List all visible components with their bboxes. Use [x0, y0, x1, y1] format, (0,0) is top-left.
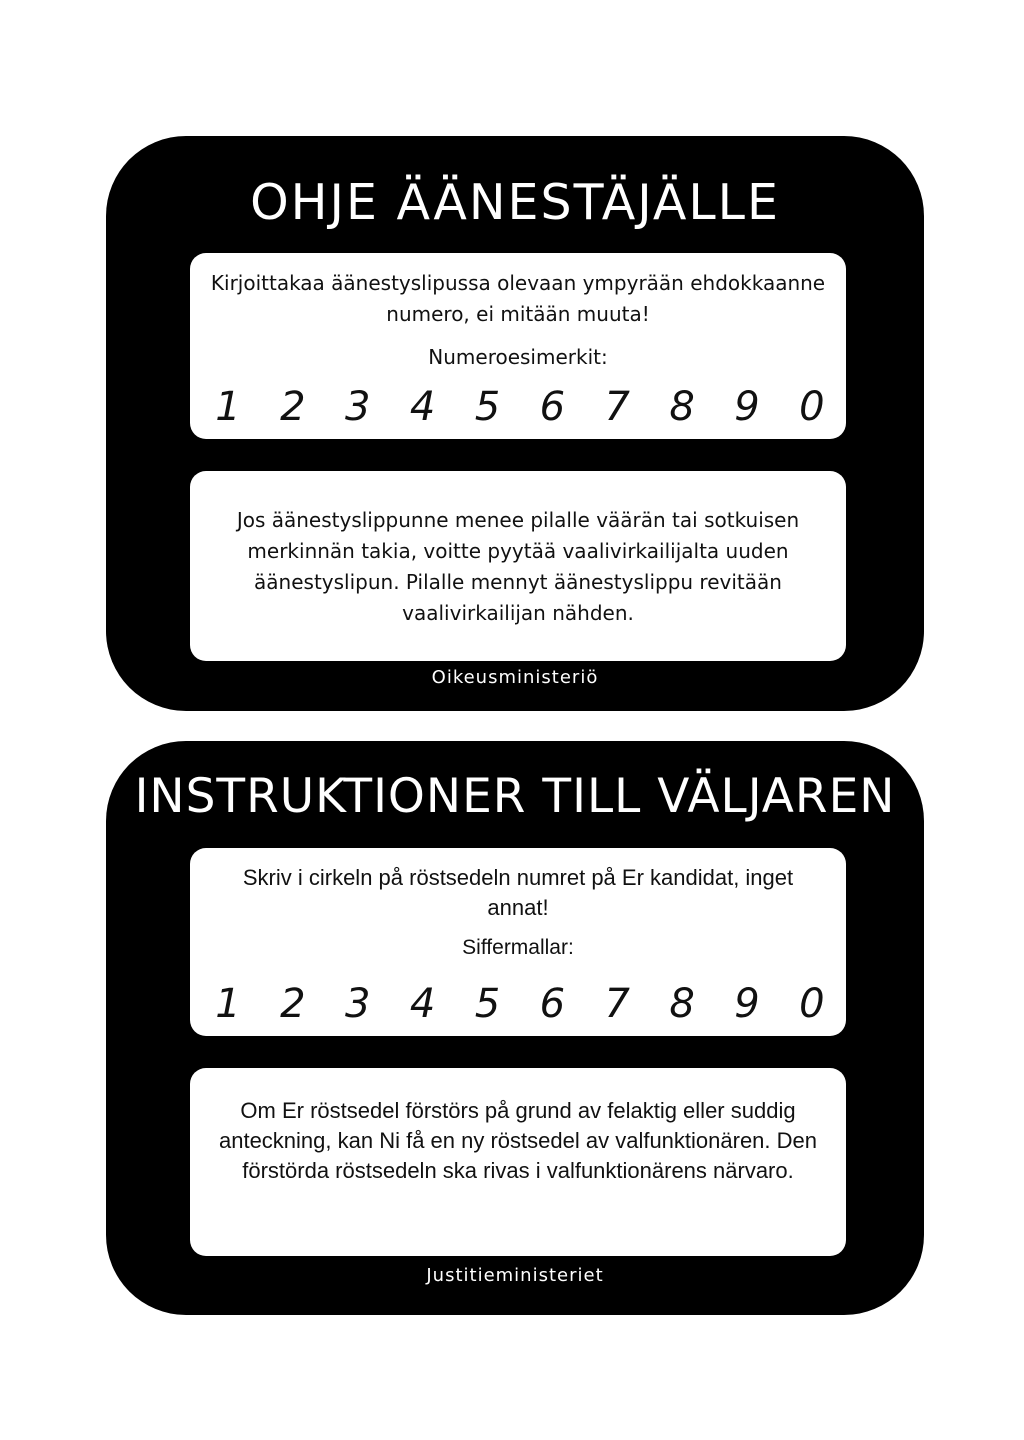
- digit-sample: 8: [669, 384, 695, 430]
- swedish-instruction-card: [106, 741, 924, 1315]
- swedish-card-title: INSTRUKTIONER TILL VÄLJAREN: [134, 769, 896, 824]
- digit-sample: 4: [409, 384, 436, 430]
- swedish-samples-label: Siffermallar:: [462, 936, 574, 959]
- swedish-digit-samples: [190, 982, 846, 1026]
- digit-sample: 0: [799, 384, 825, 430]
- digit-sample: 2: [280, 981, 306, 1027]
- finnish-instruction-panel: [190, 253, 846, 439]
- digit-sample: 5: [474, 384, 501, 430]
- swedish-notice-text: Om Er röstsedel förstörs på grund av felaktig eller suddig anteckning, kan Ni få en ny röstsedel av valfunktionären. Den förstörda röstsedeln ska rivas i valfunktionärens närvaro.: [218, 1098, 818, 1183]
- finnish-footer-ministry: Oikeusministeriö: [431, 667, 599, 688]
- digit-sample: 2: [280, 384, 306, 430]
- digit-sample: 0: [799, 981, 825, 1027]
- finnish-notice-text: Jos äänestyslippunne menee pilalle väärän tai sotkuisen merkinnän takia, voitte pyytää vaalivirkailijalta uuden äänestyslipun. Pilalle mennyt äänestyslippu revitään vaalivirkailijan nähden.: [236, 508, 800, 625]
- swedish-notice-panel: [190, 1068, 846, 1256]
- digit-sample: 7: [604, 981, 630, 1027]
- digit-sample: 8: [669, 981, 695, 1027]
- digit-sample: 5: [474, 981, 501, 1027]
- finnish-instruction-text: Kirjoittakaa äänestyslipussa olevaan ympyrään ehdokkaanne numero, ei mitään muuta!: [210, 271, 826, 326]
- digit-sample: 4: [409, 981, 436, 1027]
- swedish-instruction-panel: [190, 848, 846, 1036]
- digit-sample: 3: [345, 981, 371, 1027]
- swedish-footer-ministry: Justitieministeriet: [426, 1265, 604, 1286]
- digit-sample: 9: [734, 384, 760, 430]
- digit-sample: 1: [215, 981, 241, 1027]
- digit-sample: 9: [734, 981, 760, 1027]
- swedish-instruction-text: Skriv i cirkeln på röstsedeln numret på Er kandidat, inget annat!: [242, 865, 794, 920]
- digit-sample: 3: [345, 384, 371, 430]
- digit-sample: 1: [215, 384, 241, 430]
- finnish-notice-panel: [190, 471, 846, 661]
- finnish-digit-samples: [190, 385, 846, 429]
- finnish-instruction-card: [106, 136, 924, 711]
- finnish-card-title: OHJE ÄÄNESTÄJÄLLE: [250, 174, 780, 231]
- digit-sample: 7: [604, 384, 630, 430]
- digit-sample: 6: [539, 384, 566, 430]
- finnish-samples-label: Numeroesimerkit:: [428, 345, 608, 369]
- digit-sample: 6: [539, 981, 566, 1027]
